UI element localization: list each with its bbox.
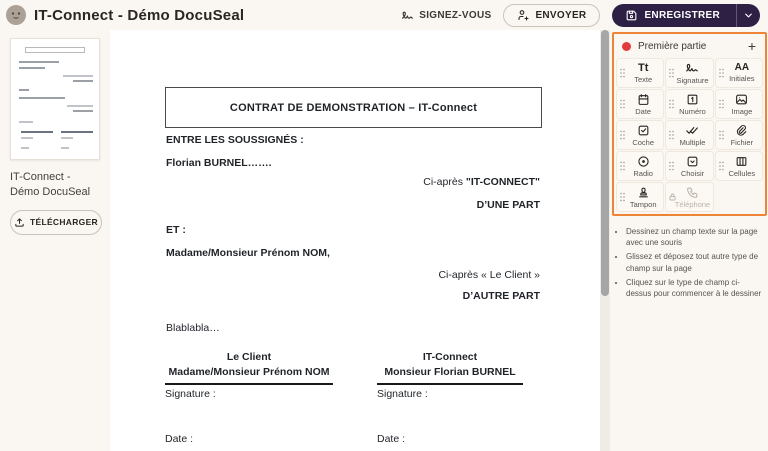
field-label: Téléphone [674, 200, 711, 209]
drag-handle-icon[interactable] [718, 160, 725, 172]
lock-icon [668, 192, 677, 203]
contract-title-box [165, 87, 542, 128]
signature-pen-icon [401, 9, 414, 22]
user-avatar[interactable] [6, 5, 26, 25]
checkbox-icon [637, 123, 650, 137]
field-label: Initiales [729, 74, 755, 83]
field-telephone [665, 182, 713, 212]
doc-line-dautre-part: D’AUTRE PART [462, 290, 540, 302]
tip-item: • Glissez et déposez tout autre type de champ sur la page [626, 251, 762, 273]
save-label: ENREGISTRER [644, 9, 720, 21]
signature-block-client [165, 350, 333, 385]
doc-line-et: ET : [166, 224, 186, 236]
save-button-group [612, 4, 760, 27]
field-label: Radio [633, 169, 653, 178]
doc-line-soussignes: ENTRE LES SOUSSIGNÉS : [166, 134, 304, 146]
tip-item: • Cliquez sur le type de champ ci-dessus pour commencer à le dessiner [626, 277, 762, 299]
drag-handle-icon[interactable] [619, 98, 626, 110]
scrollbar-thumb[interactable] [601, 30, 609, 296]
save-button[interactable] [612, 4, 730, 27]
thumb-title-box [25, 47, 85, 53]
drag-handle-icon[interactable] [619, 129, 626, 141]
select-icon [686, 154, 699, 168]
doc-line-florian: Florian BURNEL……. [166, 157, 272, 169]
field-label: Signature [676, 76, 709, 85]
field-label: Coche [632, 138, 654, 147]
download-icon [14, 217, 25, 228]
download-button[interactable] [10, 210, 102, 235]
send-label: ENVOYER [535, 9, 587, 21]
sign-left-name: Madame/Monsieur Prénom NOM [168, 366, 330, 379]
field-label: Image [731, 107, 753, 116]
drag-handle-icon[interactable] [668, 98, 675, 110]
field-texte[interactable] [616, 58, 664, 88]
doc-line-ciapres-itconnect [166, 176, 540, 188]
save-dropdown-button[interactable] [736, 4, 760, 27]
ciapres-prefix: Ci-après [423, 176, 466, 188]
drag-handle-icon[interactable] [718, 67, 725, 79]
tip-item: • Dessinez un champ texte sur la page avec une souris [626, 226, 762, 248]
top-bar [0, 0, 768, 30]
field-cellules[interactable] [715, 151, 763, 181]
page-thumbnail[interactable] [10, 38, 100, 160]
document-caption: IT-Connect - Démo DocuSeal [10, 171, 91, 198]
download-label: TÉLÉCHARGER [30, 217, 98, 228]
field-label: Multiple [679, 138, 706, 147]
cells-icon [735, 154, 748, 168]
initials-icon: AA [734, 62, 750, 73]
drag-handle-icon[interactable] [718, 129, 725, 141]
field-label: Tampon [629, 200, 657, 209]
add-party-button[interactable]: + [747, 38, 756, 54]
party-label: Première partie [638, 40, 707, 52]
sign-left-title: Le Client [226, 351, 272, 363]
chevron-down-icon [743, 10, 754, 21]
double-check-icon [685, 123, 699, 137]
signature-label-right: Signature : [377, 388, 428, 400]
field-initiales[interactable] [715, 58, 763, 88]
drag-handle-icon[interactable] [619, 191, 626, 203]
drag-handle-icon[interactable] [668, 129, 675, 141]
contract-title: CONTRAT DE DEMONSTRATION – IT-Connect [229, 101, 478, 114]
drag-handle-icon[interactable] [718, 98, 725, 110]
field-label: Cellules [728, 169, 756, 178]
date-label-right: Date : [377, 433, 406, 445]
field-label: Texte [634, 74, 653, 84]
signature-label-left: Signature : [165, 388, 216, 400]
party-color-dot [622, 42, 631, 51]
calendar-icon [637, 92, 650, 106]
sign-yourself-button[interactable] [401, 9, 491, 22]
field-palette [612, 32, 767, 216]
field-choisir[interactable] [665, 151, 713, 181]
send-button[interactable] [503, 4, 600, 27]
doc-line-dune-part: D’UNE PART [476, 199, 540, 211]
field-date[interactable] [616, 89, 664, 119]
paperclip-icon [735, 123, 748, 137]
field-fichier[interactable] [715, 120, 763, 150]
document-page[interactable] [110, 30, 600, 451]
field-label: Choisir [680, 169, 705, 178]
number-icon [686, 92, 699, 106]
doc-line-blabla: Blablabla… [166, 322, 220, 334]
stamp-icon [637, 185, 650, 199]
image-icon [735, 92, 748, 106]
field-grid [614, 58, 765, 214]
radio-icon [637, 154, 650, 168]
text-icon: Tt [637, 61, 649, 74]
field-radio[interactable] [616, 151, 664, 181]
field-multiple[interactable] [665, 120, 713, 150]
help-tips [626, 226, 762, 302]
drag-handle-icon[interactable] [619, 160, 626, 172]
doc-line-ciapres-client: Ci-après « Le Client » [438, 269, 540, 281]
drag-handle-icon[interactable] [668, 67, 675, 79]
field-signature[interactable] [665, 58, 713, 88]
field-label: Fichier [730, 138, 754, 147]
phone-icon [686, 185, 699, 199]
doc-line-madame: Madame/Monsieur Prénom NOM, [166, 247, 330, 259]
user-plus-icon [517, 9, 529, 21]
sign-yourself-label: SIGNEZ-VOUS [419, 9, 492, 21]
pages-sidebar [0, 30, 110, 451]
field-image[interactable] [715, 89, 763, 119]
field-label: Numéro [679, 107, 706, 116]
signature-icon [685, 61, 699, 75]
party-header[interactable] [614, 34, 765, 58]
date-label-left: Date : [165, 433, 194, 445]
field-label: Date [635, 107, 652, 116]
sign-right-name: Monsieur Florian BURNEL [384, 366, 516, 379]
drag-handle-icon[interactable] [668, 160, 675, 172]
field-numero[interactable] [665, 89, 713, 119]
field-coche[interactable] [616, 120, 664, 150]
sign-right-title: IT-Connect [422, 351, 478, 363]
fields-sidebar [610, 30, 768, 451]
top-actions [401, 4, 760, 27]
drag-handle-icon[interactable] [619, 67, 626, 79]
field-tampon[interactable] [616, 182, 664, 212]
save-icon [625, 9, 638, 22]
ciapres-name: "IT-CONNECT" [465, 176, 540, 188]
signature-block-itconnect [377, 350, 523, 385]
page-title: IT-Connect - Démo DocuSeal [34, 6, 245, 24]
